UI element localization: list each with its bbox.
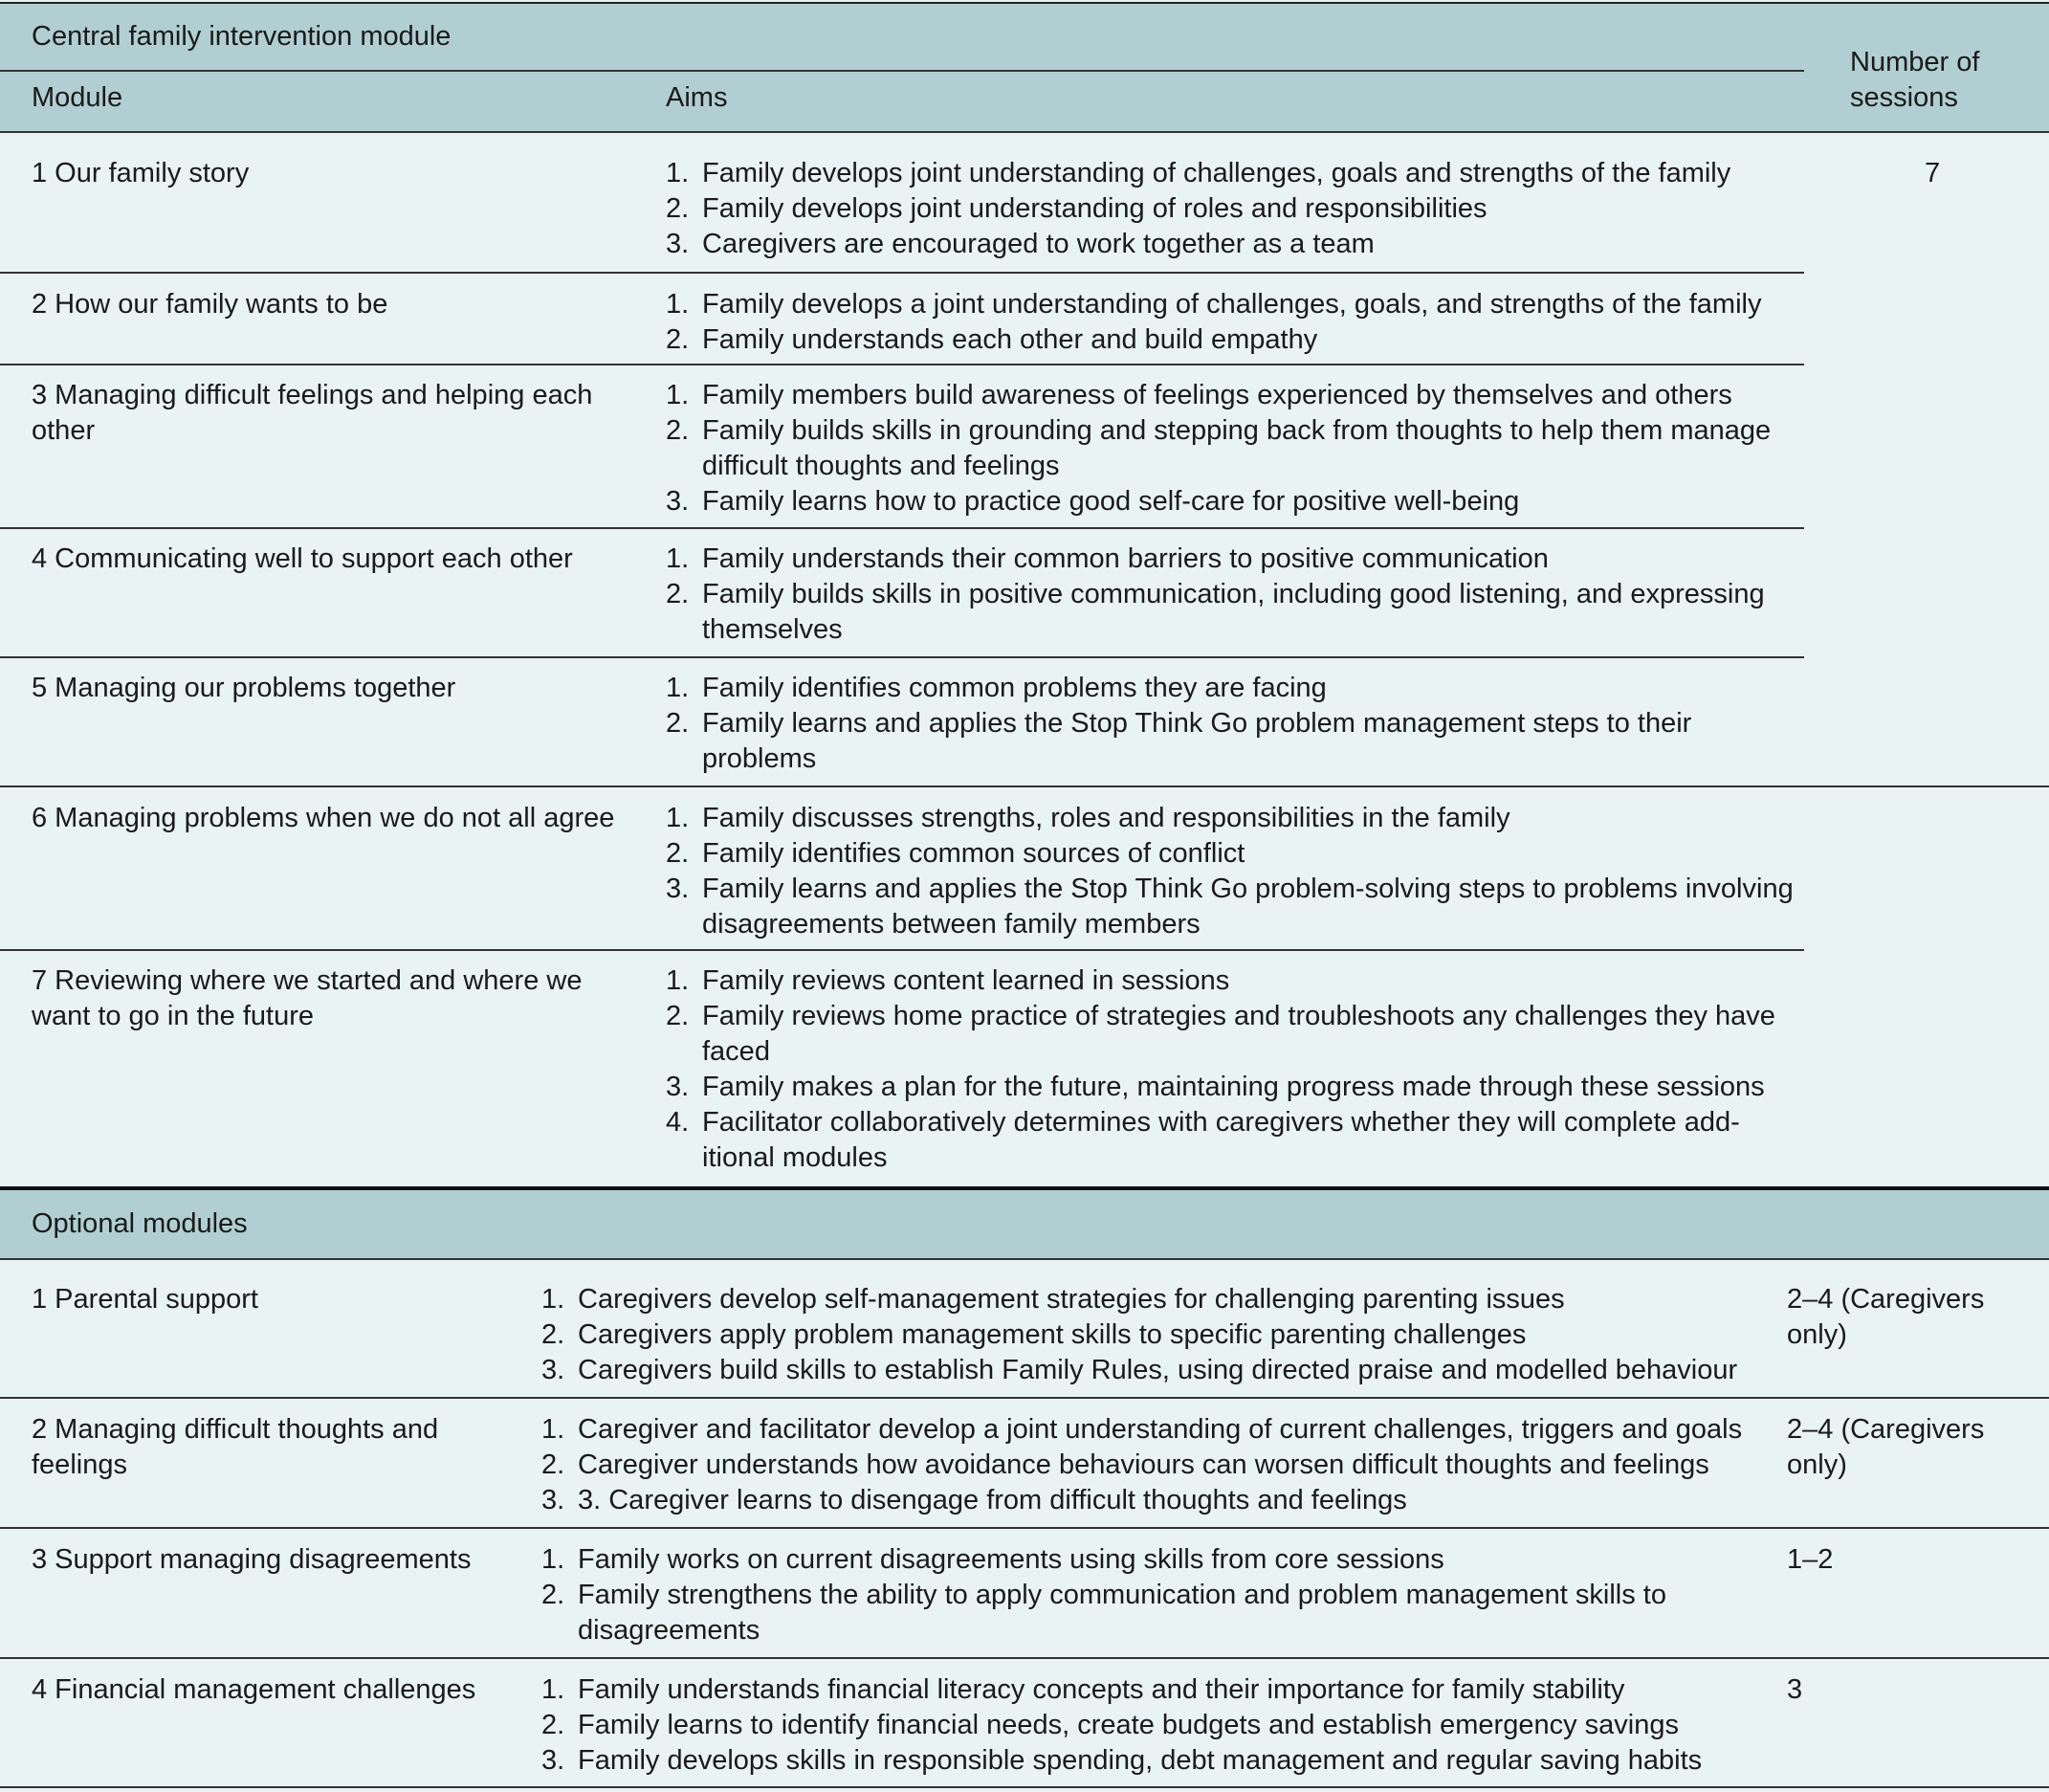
aim-number: 1. — [666, 158, 690, 188]
list-item — [541, 1708, 1702, 1743]
list-item — [666, 671, 1691, 706]
col-header-sessions-1: Number of — [1850, 47, 1980, 77]
list-item — [666, 612, 1765, 648]
aims-list — [541, 1672, 1702, 1779]
optional-header-rule — [0, 1258, 2049, 1260]
aim-text: Caregiver understands how avoidance behaviours can worsen difficult thoughts and feelings — [578, 1449, 1709, 1480]
aims-list — [666, 156, 1730, 262]
sessions-value: only) — [1787, 1449, 1847, 1480]
module-name: 1 Our family story — [32, 158, 250, 188]
aim-number: 1. — [541, 1284, 565, 1315]
aims-list — [666, 671, 1691, 777]
row-divider — [0, 364, 1804, 365]
list-item — [541, 1483, 1742, 1518]
header-bottom-rule — [0, 131, 2049, 133]
aim-number: 4. — [666, 1107, 690, 1138]
aim-text: Caregivers are encouraged to work together as a team — [702, 229, 1375, 259]
aim-number: 3. — [666, 1072, 690, 1102]
aim-number: 2. — [666, 193, 690, 224]
sessions-value: 1–2 — [1787, 1544, 1834, 1575]
aim-number: 1. — [666, 380, 690, 410]
aim-text: Caregivers develop self-management strategies for challenging parenting issues — [578, 1284, 1565, 1315]
aim-number: 2. — [666, 415, 690, 446]
list-item — [541, 1578, 1666, 1613]
module-name: 3 Managing difficult feelings and helping each — [32, 380, 593, 410]
list-item — [666, 577, 1765, 612]
aim-text: Facilitator collaboratively determines with caregivers whether they will complete add- — [702, 1107, 1740, 1138]
aim-text: Family learns how to practice good self-care for positive well-being — [702, 486, 1520, 517]
bottom-rule — [0, 1786, 2049, 1788]
aim-text: faced — [702, 1036, 770, 1067]
module-name: want to go in the future — [32, 1001, 315, 1031]
list-item — [666, 872, 1794, 907]
aim-text: Family members build awareness of feelings experienced by themselves and others — [702, 380, 1732, 410]
list-item — [666, 706, 1691, 741]
list-item — [666, 449, 1771, 484]
list-item — [666, 322, 1761, 358]
aim-number: 2. — [541, 1580, 565, 1610]
optional-section-title: Optional modules — [32, 1208, 248, 1239]
list-item — [541, 1412, 1742, 1448]
aim-text: Family understands financial literacy concepts and their importance for family stability — [578, 1674, 1625, 1705]
sessions-value: 2–4 (Caregivers — [1787, 1414, 1985, 1445]
aim-text: Family understands each other and build empathy — [702, 324, 1318, 355]
list-item — [666, 484, 1771, 520]
list-item — [666, 1034, 1775, 1070]
module-name: feelings — [32, 1449, 127, 1480]
col-header-aims: Aims — [666, 82, 728, 113]
module-name: 5 Managing our problems together — [32, 673, 456, 703]
col-header-sessions-2: sessions — [1850, 82, 1958, 113]
aim-text: Family works on current disagreements using skills from core sessions — [578, 1544, 1444, 1575]
aim-number: 1. — [541, 1544, 565, 1575]
aim-text: itional modules — [702, 1142, 888, 1173]
aim-text: Family develops a joint understanding of challenges, goals, and strengths of the family — [702, 289, 1762, 320]
aim-text: Family identifies common problems they are facing — [702, 673, 1327, 703]
aim-number — [541, 1613, 578, 1648]
row-divider — [0, 1527, 2049, 1529]
aims-list — [541, 1542, 1666, 1648]
aim-text: Family identifies common sources of conflict — [702, 838, 1245, 869]
aim-number: 1. — [666, 803, 690, 833]
aims-list — [666, 287, 1761, 358]
row-divider — [0, 656, 1804, 658]
aim-text: Family learns and applies the Stop Think Go problem management steps to their — [702, 708, 1692, 739]
list-item — [666, 191, 1730, 227]
list-item — [666, 227, 1730, 262]
row-divider — [0, 527, 1804, 529]
module-name: 7 Reviewing where we started and where we — [32, 965, 583, 996]
aims-list — [666, 542, 1765, 648]
module-name: 6 Managing problems when we do not all agree — [32, 803, 615, 833]
aim-text: Family builds skills in grounding and stepping back from thoughts to help them manage — [702, 415, 1772, 446]
aim-number: 1. — [666, 543, 690, 574]
list-item — [541, 1353, 1737, 1388]
module-name: 3 Support managing disagreements — [32, 1544, 472, 1575]
list-item — [541, 1743, 1702, 1779]
module-name: 4 Communicating well to support each other — [32, 543, 573, 574]
aims-list — [666, 378, 1771, 520]
aim-number: 3. — [541, 1355, 565, 1385]
sessions-value: 2–4 (Caregivers — [1787, 1284, 1985, 1315]
central-section-title: Central family intervention module — [32, 21, 452, 52]
module-name: 1 Parental support — [32, 1284, 258, 1315]
aim-number: 1. — [541, 1674, 565, 1705]
module-name: 2 How our family wants to be — [32, 289, 388, 320]
aim-text: Family learns and applies the Stop Think Go problem-solving steps to problems involving — [702, 874, 1794, 904]
aim-text: Family strengthens the ability to apply communication and problem management skills to — [578, 1580, 1666, 1610]
aim-number: 3. — [666, 874, 690, 904]
list-item — [666, 963, 1775, 999]
aim-number — [666, 449, 702, 484]
aims-list — [666, 963, 1775, 1176]
aim-number: 2. — [541, 1319, 565, 1350]
header-subrule — [0, 70, 1804, 72]
aim-text: problems — [702, 743, 817, 774]
aim-number: 2. — [666, 579, 690, 609]
aim-number: 3. — [666, 486, 690, 517]
list-item — [666, 999, 1775, 1034]
aim-text: disagreements between family members — [702, 909, 1201, 940]
aims-list — [666, 801, 1794, 942]
aim-number: 2. — [666, 1001, 690, 1031]
list-item — [666, 1140, 1775, 1176]
list-item — [541, 1317, 1737, 1353]
list-item — [666, 741, 1691, 777]
aim-text: Family discusses strengths, roles and responsibilities in the family — [702, 803, 1510, 833]
list-item — [666, 907, 1794, 942]
list-item — [666, 1105, 1775, 1140]
aim-text: Family reviews content learned in sessions — [702, 965, 1230, 996]
col-header-module: Module — [32, 82, 123, 113]
row-divider — [0, 272, 1804, 274]
aim-number: 3. — [541, 1745, 565, 1776]
list-item — [541, 1448, 1742, 1483]
list-item — [541, 1282, 1737, 1317]
aim-number: 3. — [666, 229, 690, 259]
aim-number: 1. — [666, 289, 690, 320]
aim-number: 1. — [541, 1414, 565, 1445]
list-item — [666, 836, 1794, 872]
row-divider — [0, 1657, 2049, 1659]
aim-text: Family develops joint understanding of challenges, goals and strengths of the family — [702, 158, 1731, 188]
aim-text: Caregiver and facilitator develop a joint understanding of current challenges, triggers and goals — [578, 1414, 1743, 1445]
aim-number — [666, 907, 702, 942]
sessions-value: only) — [1787, 1319, 1847, 1350]
aim-text: Family builds skills in positive communication, including good listening, and expressing — [702, 579, 1765, 609]
module-name: 4 Financial management challenges — [32, 1674, 476, 1705]
optional-header — [0, 1190, 2049, 1259]
list-item — [666, 801, 1794, 836]
aim-text: themselves — [702, 614, 843, 645]
aim-text: Caregivers apply problem management skills to specific parenting challenges — [578, 1319, 1527, 1350]
aim-number — [666, 612, 702, 648]
aims-list — [541, 1412, 1742, 1518]
aim-text: disagreements — [578, 1615, 760, 1646]
aim-number: 2. — [541, 1710, 565, 1740]
aim-text: Caregivers build skills to establish Family Rules, using directed praise and modelled behaviour — [578, 1355, 1738, 1385]
aim-number — [666, 741, 702, 777]
list-item — [666, 413, 1771, 449]
module-name: 2 Managing difficult thoughts and — [32, 1414, 439, 1445]
list-item — [666, 1070, 1775, 1105]
list-item — [666, 378, 1771, 413]
aim-number: 2. — [541, 1449, 565, 1480]
list-item — [666, 156, 1730, 191]
row-divider — [0, 1397, 2049, 1399]
list-item — [666, 287, 1761, 322]
aim-number — [666, 1140, 702, 1176]
aim-text: Family makes a plan for the future, maintaining progress made through these sessions — [702, 1072, 1765, 1102]
aim-number: 1. — [666, 965, 690, 996]
row-divider — [0, 785, 2049, 787]
aim-number: 2. — [666, 708, 690, 739]
aim-number — [666, 1034, 702, 1070]
module-name: other — [32, 415, 96, 446]
aim-text: Family understands their common barriers to positive communication — [702, 543, 1549, 574]
top-rule — [0, 2, 2049, 4]
row-divider — [0, 949, 1804, 951]
aim-number: 2. — [666, 838, 690, 869]
aim-number: 1. — [666, 673, 690, 703]
aims-list — [541, 1282, 1737, 1388]
aim-number: 3. — [541, 1485, 565, 1515]
list-item — [666, 542, 1765, 577]
central-sessions-count: 7 — [1925, 158, 1941, 188]
list-item — [541, 1542, 1666, 1578]
list-item — [541, 1613, 1666, 1648]
aim-text: Family develops joint understanding of roles and responsibilities — [702, 193, 1487, 224]
aim-number: 2. — [666, 324, 690, 355]
aim-text: Family reviews home practice of strategies and troubleshoots any challenges they have — [702, 1001, 1775, 1031]
aim-text: 3. Caregiver learns to disengage from difficult thoughts and feelings — [578, 1485, 1407, 1515]
aim-text: Family learns to identify financial needs, create budgets and establish emergency savings — [578, 1710, 1679, 1740]
sessions-value: 3 — [1787, 1674, 1803, 1705]
list-item — [541, 1672, 1702, 1708]
aim-text: difficult thoughts and feelings — [702, 451, 1060, 481]
aim-text: Family develops skills in responsible spending, debt management and regular saving habits — [578, 1745, 1703, 1776]
